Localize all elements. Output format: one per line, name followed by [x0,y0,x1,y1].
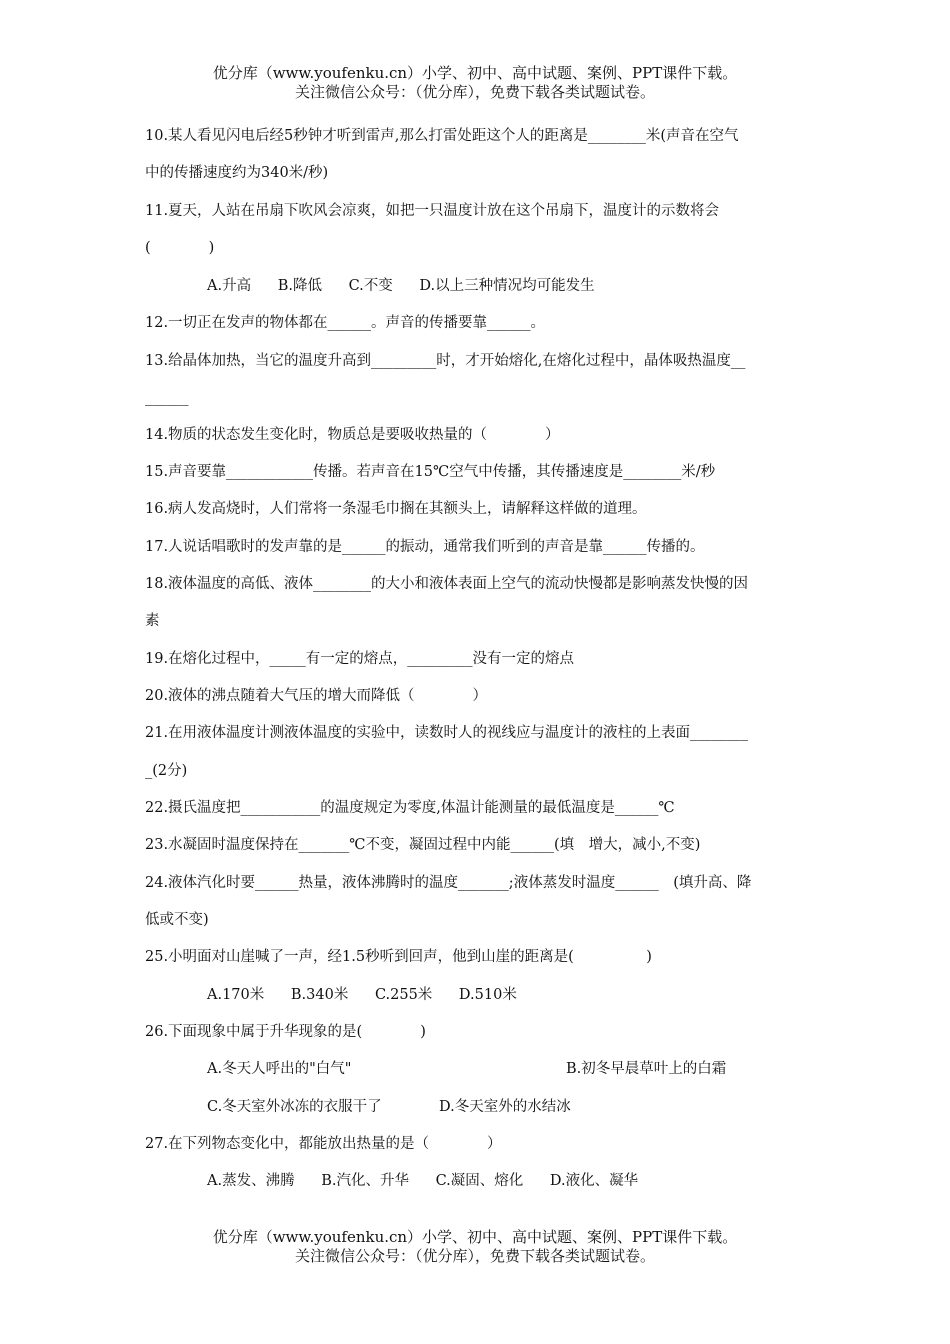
question-13-line-2: ______ [145,390,189,406]
option-d: D.液化、凝华 [549,1173,639,1189]
question-11-options [207,268,872,305]
question-26-option-c: C.冬天室外冰冻的衣服干了 [207,1099,382,1115]
option-b: B.汽化、升华 [321,1173,409,1189]
question-24-line-1: 24.液体汽化时要______热量，液体沸腾时的温度_______;液体蒸发时温度______ (填升高、降 [145,875,752,891]
question-22: 22.摄氏温度把___________的温度规定为零度,体温计能测量的最低温度是______℃ [145,800,675,816]
option-b: B.降低 [277,278,322,294]
footer-line-2: 关注微信公众号：（优分库），免费下载各类试题试卷。 [294,1247,655,1265]
question-15: 15.声音要靠____________传播。若声音在15℃空气中传播，其传播速度是________米/秒 [145,464,716,480]
question-20: 20.液体的沸点随着大气压的增大而降低（ ） [145,688,488,704]
header-line-2: 关注微信公众号：（优分库），免费下载各类试题试卷。 [294,83,655,101]
question-18-line-1: 18.液体温度的高低、液体________的大小和液体表面上空气的流动快慢都是影响蒸发快慢的因 [145,576,749,592]
header-line-1: 优分库（www.youfenku.cn）小学、初中、高中试题、案例、PPT课件下载。 [212,64,738,82]
question-26: 26.下面现象中属于升华现象的是( ) [145,1024,426,1040]
option-c: C.255米 [374,987,433,1003]
question-16: 16.病人发高烧时，人们常将一条湿毛巾搁在其额头上，请解释这样做的道理。 [145,501,647,517]
question-14: 14.物质的状态发生变化时，物质总是要吸收热量的（ ） [145,427,560,443]
question-25: 25.小明面对山崖喊了一声，经1.5秒听到回声，他到山崖的距离是( ) [145,949,652,965]
option-d: D.以上三种情况均可能发生 [419,278,595,294]
question-12: 12.一切正在发声的物体都在______。声音的传播要靠______。 [145,315,546,331]
option-c: C.凝固、熔化 [435,1173,524,1189]
question-10-line-1: 10.某人看见闪电后经5秒钟才听到雷声,那么打雷处距这个人的距离是________米(声音在空气 [145,128,739,144]
question-17: 17.人说话唱歌时的发声靠的是______的振动，通常我们听到的声音是靠______传播的。 [145,539,705,555]
option-a: A.蒸发、沸腾 [207,1173,295,1189]
question-26-option-b: B.初冬早晨草叶上的白霜 [566,1061,727,1077]
question-19: 19.在熔化过程中，_____有一定的熔点，_________没有一定的熔点 [145,651,575,667]
page-footer [0,1228,950,1266]
question-26-option-a: A.冬天人呼出的"白气" [207,1061,352,1077]
question-25-options [207,977,872,1014]
question-23: 23.水凝固时温度保持在_______℃不变，凝固过程中内能______(填 增大，减小,不变) [145,837,701,853]
question-11-line-1: 11.夏天，人站在吊扇下吹风会凉爽，如把一只温度计放在这个吊扇下，温度计的示数将会 [145,203,720,219]
option-a: A.升高 [207,278,252,294]
option-c: C.不变 [348,278,393,294]
question-10-line-2: 中的传播速度约为340米/秒) [145,165,329,181]
footer-line-1: 优分库（www.youfenku.cn）小学、初中、高中试题、案例、PPT课件下载。 [212,1228,738,1246]
question-21-line-1: 21.在用液体温度计测液体温度的实验中，读数时人的视线应与温度计的液柱的上表面________ [145,725,749,741]
option-a: A.170米 [207,987,265,1003]
question-27-options [207,1163,872,1200]
question-21-line-2: _(2分) [145,763,188,779]
page-header [0,64,950,102]
option-d: D.510米 [458,987,517,1003]
question-11-line-2: ( ) [145,240,215,256]
question-13-line-1: 13.给晶体加热，当它的温度升高到_________时，才开始熔化,在熔化过程中，晶体吸热温度__ [145,353,746,369]
option-b: B.340米 [290,987,349,1003]
question-27: 27.在下列物态变化中，都能放出热量的是（ ） [145,1136,502,1152]
question-26-option-d: D.冬天室外的水结冰 [439,1099,571,1115]
question-18-line-2: 素 [145,613,160,629]
question-24-line-2: 低或不变) [145,912,209,928]
